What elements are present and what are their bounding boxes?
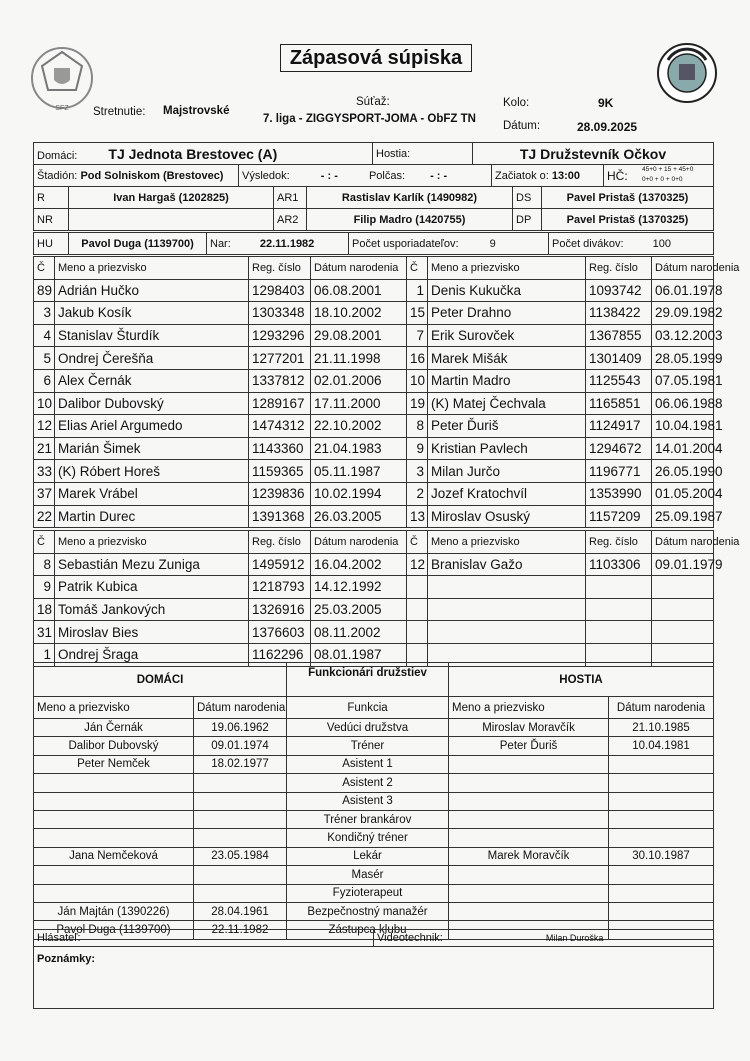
starters-table <box>33 256 740 528</box>
obfz-logo <box>656 42 718 104</box>
zaciatok-value: 13:00 <box>551 169 581 182</box>
delegate-ds: Pavel Pristaš (1370325) <box>542 187 714 209</box>
away-number <box>407 598 428 621</box>
zaciatok-label: Začiatok o: <box>495 169 549 182</box>
home-reg: 1239836 <box>249 482 311 505</box>
hostia-header: HOSTIA <box>449 663 714 697</box>
hc-label: HČ: <box>607 168 628 183</box>
usp-value: 9 <box>489 237 496 250</box>
functionaries-title: Funkcionári družstiev <box>287 663 449 697</box>
home-reg: 1326916 <box>249 598 311 621</box>
home-functionary-name <box>34 810 194 828</box>
col-c: Č <box>34 531 55 554</box>
sfz-logo <box>22 38 102 118</box>
dp-label: DP <box>513 209 542 231</box>
home-functionary-name: Ján Černák <box>34 719 194 737</box>
home-dob: 08.01.1987 <box>311 643 407 666</box>
away-functionary-name <box>449 866 609 884</box>
home-dob: 18.10.2002 <box>311 302 407 325</box>
away-dob: 10.04.1981 <box>652 415 714 438</box>
home-name: Ondrej Šraga <box>55 643 249 666</box>
away-number <box>407 576 428 599</box>
player-row <box>34 302 714 325</box>
away-functionary-dob <box>609 810 714 828</box>
home-dob: 29.08.2001 <box>311 324 407 347</box>
home-name: Sebastián Mezu Zuniga <box>55 553 249 576</box>
function-name: Tréner brankárov <box>287 810 449 828</box>
home-name: Ondrej Čerešňa <box>55 347 249 370</box>
player-row <box>34 621 714 644</box>
away-number: 1 <box>407 279 428 302</box>
video-label: Videotechnik: <box>377 932 443 944</box>
player-row <box>34 553 714 576</box>
stretnutie-value: Majstrovské <box>163 105 230 117</box>
away-name: Denis Kukučka <box>428 279 586 302</box>
col-name: Meno a priezvisko <box>428 257 586 280</box>
away-number: 2 <box>407 482 428 505</box>
delegate-dp: Pavel Pristaš (1370325) <box>542 209 714 231</box>
col-name: Meno a priezvisko <box>34 697 194 719</box>
fourth-referee <box>69 209 274 231</box>
away-dob: 26.05.1990 <box>652 460 714 483</box>
home-dob: 26.03.2005 <box>311 505 407 528</box>
nr-label: NR <box>34 209 69 231</box>
col-reg: Reg. číslo <box>249 531 311 554</box>
away-functionary-dob <box>609 866 714 884</box>
player-row <box>34 576 714 599</box>
away-number: 15 <box>407 302 428 325</box>
away-number: 10 <box>407 369 428 392</box>
home-reg: 1337812 <box>249 369 311 392</box>
away-reg: 1165851 <box>586 392 652 415</box>
player-row <box>34 505 714 528</box>
home-reg: 1391368 <box>249 505 311 528</box>
away-number: 7 <box>407 324 428 347</box>
functionaries-table <box>33 662 714 940</box>
stadion-value: Pod Solniskom (Brestovec) <box>80 169 224 182</box>
away-functionary-dob <box>609 755 714 773</box>
col-birth: Dátum narodenia <box>311 257 407 280</box>
away-dob: 06.06.1988 <box>652 392 714 415</box>
functionary-row <box>34 792 714 810</box>
away-number <box>407 621 428 644</box>
home-functionary-name: Pavol Duga (1139700) <box>34 921 194 939</box>
home-reg: 1474312 <box>249 415 311 438</box>
hostia-team: TJ Družstevník Očkov <box>473 143 714 165</box>
domaci-header: DOMÁCI <box>34 663 287 697</box>
substitutes-table <box>33 530 740 667</box>
away-name: Peter Drahno <box>428 302 586 325</box>
home-dob: 21.04.1983 <box>311 437 407 460</box>
home-functionary-name: Peter Nemček <box>34 755 194 773</box>
away-dob: 25.09.1987 <box>652 505 714 528</box>
home-reg: 1298403 <box>249 279 311 302</box>
home-name: Miroslav Bies <box>55 621 249 644</box>
home-functionary-dob <box>194 884 287 902</box>
player-row <box>34 324 714 347</box>
home-name: Jakub Kosík <box>55 302 249 325</box>
away-name: Miroslav Osuský <box>428 505 586 528</box>
away-name: Marek Mišák <box>428 347 586 370</box>
home-number: 5 <box>34 347 55 370</box>
home-number: 33 <box>34 460 55 483</box>
home-functionary-name: Ján Majtán (1390226) <box>34 902 194 920</box>
away-name: Peter Ďuriš <box>428 415 586 438</box>
home-functionary-name <box>34 866 194 884</box>
r-label: R <box>34 187 69 209</box>
col-reg: Reg. číslo <box>249 257 311 280</box>
away-reg: 1157209 <box>586 505 652 528</box>
hc-top: 45+0 + 15 + 45+0 <box>642 166 694 173</box>
datum-label: Dátum: <box>503 120 541 132</box>
footer-table <box>33 929 714 1009</box>
home-number: 3 <box>34 302 55 325</box>
ar2-label: AR2 <box>274 209 307 231</box>
col-birth: Dátum narodenia <box>652 531 714 554</box>
home-name: Martin Durec <box>55 505 249 528</box>
away-dob <box>652 621 714 644</box>
referee-table <box>33 186 714 231</box>
col-birth: Dátum narodenia <box>311 531 407 554</box>
polcas-value: - : - <box>430 169 448 182</box>
functionary-row <box>34 810 714 828</box>
svg-text:SFZ: SFZ <box>55 105 69 112</box>
away-number: 3 <box>407 460 428 483</box>
away-reg: 1124917 <box>586 415 652 438</box>
away-number: 19 <box>407 392 428 415</box>
home-dob: 08.11.2002 <box>311 621 407 644</box>
videotechnik-value: Milan Duroška <box>545 933 604 943</box>
hu-value: Pavol Duga (1139700) <box>69 233 207 255</box>
away-dob: 14.01.2004 <box>652 437 714 460</box>
home-reg: 1159365 <box>249 460 311 483</box>
col-birth: Dátum narodenia <box>194 697 287 719</box>
functionary-row <box>34 902 714 920</box>
home-name: Marián Šimek <box>55 437 249 460</box>
hc-bottom: 0+0 + 0 + 0+0 <box>642 176 683 183</box>
col-name: Meno a priezvisko <box>55 531 249 554</box>
home-number: 31 <box>34 621 55 644</box>
away-reg: 1367855 <box>586 324 652 347</box>
away-reg <box>586 576 652 599</box>
away-reg: 1138422 <box>586 302 652 325</box>
away-reg <box>586 598 652 621</box>
hostia-label: Hostia: <box>373 143 473 165</box>
functionary-row <box>34 755 714 773</box>
away-functionary-name: Marek Moravčík <box>449 847 609 865</box>
away-dob <box>652 576 714 599</box>
player-row <box>34 482 714 505</box>
player-row <box>34 279 714 302</box>
away-functionary-name: Peter Ďuriš <box>449 737 609 755</box>
functionary-row <box>34 847 714 865</box>
home-reg: 1289167 <box>249 392 311 415</box>
home-functionary-name <box>34 792 194 810</box>
away-name: (K) Matej Čechvala <box>428 392 586 415</box>
player-row <box>34 437 714 460</box>
functionary-row <box>34 884 714 902</box>
away-functionary-dob: 21.10.1985 <box>609 719 714 737</box>
home-name: Dalibor Dubovský <box>55 392 249 415</box>
away-functionary-dob: 30.10.1987 <box>609 847 714 865</box>
home-number: 6 <box>34 369 55 392</box>
col-name: Meno a priezvisko <box>449 697 609 719</box>
home-number: 22 <box>34 505 55 528</box>
home-dob: 14.12.1992 <box>311 576 407 599</box>
away-functionary-dob <box>609 792 714 810</box>
away-dob: 09.01.1979 <box>652 553 714 576</box>
col-reg: Reg. číslo <box>586 531 652 554</box>
hu-label: HU <box>34 233 69 255</box>
home-functionary-dob: 09.01.1974 <box>194 737 287 755</box>
home-functionary-name <box>34 774 194 792</box>
home-functionary-dob: 22.11.1982 <box>194 921 287 939</box>
hlasatel-label: Hlásateľ: <box>37 932 81 944</box>
away-functionary-name <box>449 829 609 847</box>
home-number: 89 <box>34 279 55 302</box>
home-name: Adrián Hučko <box>55 279 249 302</box>
home-functionary-dob <box>194 810 287 828</box>
stadion-label: Štadión: <box>37 169 78 182</box>
away-dob: 29.09.1982 <box>652 302 714 325</box>
player-row <box>34 598 714 621</box>
home-number: 4 <box>34 324 55 347</box>
player-row <box>34 415 714 438</box>
home-reg: 1162296 <box>249 643 311 666</box>
function-name: Vedúci družstva <box>287 719 449 737</box>
home-name: (K) Róbert Horeš <box>55 460 249 483</box>
usp-label: Počet usporiadateľov: <box>352 237 459 250</box>
page-title: Zápasová súpiska <box>280 44 472 72</box>
home-reg: 1218793 <box>249 576 311 599</box>
away-name: Erik Surovček <box>428 324 586 347</box>
away-dob <box>652 598 714 621</box>
away-name: Milan Jurčo <box>428 460 586 483</box>
away-name <box>428 576 586 599</box>
col-c: Č <box>34 257 55 280</box>
match-info-table <box>33 142 714 165</box>
assistant-referee-2: Filip Madro (1420755) <box>307 209 513 231</box>
away-name: Branislav Gažo <box>428 553 586 576</box>
functionary-row <box>34 719 714 737</box>
away-functionary-dob <box>609 829 714 847</box>
col-name: Meno a priezvisko <box>428 531 586 554</box>
sutaz-label: Súťaž: <box>356 96 390 108</box>
function-name: Kondičný tréner <box>287 829 449 847</box>
assistant-referee-1: Rastislav Karlík (1490982) <box>307 187 513 209</box>
home-name: Stanislav Šturdík <box>55 324 249 347</box>
kolo-label: Kolo: <box>503 97 530 109</box>
home-functionary-dob <box>194 774 287 792</box>
nar-value: 22.11.1982 <box>259 237 315 250</box>
home-number: 21 <box>34 437 55 460</box>
home-dob: 17.11.2000 <box>311 392 407 415</box>
away-functionary-name: Miroslav Moravčík <box>449 719 609 737</box>
home-name: Patrik Kubica <box>55 576 249 599</box>
function-name: Tréner <box>287 737 449 755</box>
away-functionary-name <box>449 755 609 773</box>
away-name: Martin Madro <box>428 369 586 392</box>
function-name: Asistent 2 <box>287 774 449 792</box>
away-number: 13 <box>407 505 428 528</box>
away-number: 16 <box>407 347 428 370</box>
vysledok-value: - : - <box>320 169 338 182</box>
away-functionary-name <box>449 902 609 920</box>
functionary-row <box>34 829 714 847</box>
away-name: Jozef Kratochvíl <box>428 482 586 505</box>
home-functionary-name: Jana Nemčeková <box>34 847 194 865</box>
kolo-value: 9K <box>598 96 614 110</box>
col-c: Č <box>407 531 428 554</box>
div-label: Počet divákov: <box>552 237 624 250</box>
home-number: 37 <box>34 482 55 505</box>
nar-label: Nar: <box>210 237 231 250</box>
home-functionary-dob <box>194 829 287 847</box>
away-name: Kristian Pavlech <box>428 437 586 460</box>
stretnutie-label: Stretnutie: <box>93 106 146 118</box>
home-number: 12 <box>34 415 55 438</box>
home-functionary-name <box>34 829 194 847</box>
away-functionary-name <box>449 810 609 828</box>
functionary-row <box>34 774 714 792</box>
home-number: 18 <box>34 598 55 621</box>
home-dob: 05.11.1987 <box>311 460 407 483</box>
home-dob: 22.10.2002 <box>311 415 407 438</box>
home-dob: 06.08.2001 <box>311 279 407 302</box>
home-reg: 1376603 <box>249 621 311 644</box>
away-name <box>428 621 586 644</box>
away-reg: 1103306 <box>586 553 652 576</box>
away-functionary-dob <box>609 902 714 920</box>
home-dob: 16.04.2002 <box>311 553 407 576</box>
home-number: 10 <box>34 392 55 415</box>
away-name <box>428 598 586 621</box>
away-dob: 03.12.2003 <box>652 324 714 347</box>
away-functionary-name <box>449 774 609 792</box>
away-dob: 28.05.1999 <box>652 347 714 370</box>
home-functionary-dob <box>194 792 287 810</box>
home-name: Tomáš Jankových <box>55 598 249 621</box>
player-row <box>34 392 714 415</box>
ar1-label: AR1 <box>274 187 307 209</box>
home-functionary-dob: 28.04.1961 <box>194 902 287 920</box>
home-functionary-name <box>34 884 194 902</box>
home-reg: 1293296 <box>249 324 311 347</box>
function-name: Lekár <box>287 847 449 865</box>
domaci-team: TJ Jednota Brestovec (A) <box>108 145 278 162</box>
home-name: Elias Ariel Argumedo <box>55 415 249 438</box>
home-name: Marek Vrábel <box>55 482 249 505</box>
away-reg: 1093742 <box>586 279 652 302</box>
away-dob: 07.05.1981 <box>652 369 714 392</box>
home-number: 9 <box>34 576 55 599</box>
col-birth: Dátum narodenia <box>609 697 714 719</box>
stadium-table <box>33 164 714 187</box>
player-row <box>34 347 714 370</box>
away-number: 12 <box>407 553 428 576</box>
home-reg: 1277201 <box>249 347 311 370</box>
home-dob: 10.02.1994 <box>311 482 407 505</box>
function-name: Bezpečnostný manažér <box>287 902 449 920</box>
domaci-label: Domáci: <box>37 149 78 162</box>
away-number: 8 <box>407 415 428 438</box>
function-name: Fyzioterapeut <box>287 884 449 902</box>
functionary-row <box>34 866 714 884</box>
ds-label: DS <box>513 187 542 209</box>
poznamky-label: Poznámky: <box>37 953 96 965</box>
away-dob: 06.01.1978 <box>652 279 714 302</box>
home-functionary-dob: 23.05.1984 <box>194 847 287 865</box>
home-reg: 1495912 <box>249 553 311 576</box>
home-functionary-dob: 19.06.1962 <box>194 719 287 737</box>
home-number: 1 <box>34 643 55 666</box>
vysledok-label: Výsledok: <box>242 169 290 182</box>
home-functionary-dob <box>194 866 287 884</box>
hu-table <box>33 232 714 255</box>
referee: Ivan Hargaš (1202825) <box>69 187 274 209</box>
col-name: Meno a priezvisko <box>55 257 249 280</box>
home-reg: 1143360 <box>249 437 311 460</box>
col-c: Č <box>407 257 428 280</box>
away-functionary-dob: 10.04.1981 <box>609 737 714 755</box>
home-reg: 1303348 <box>249 302 311 325</box>
away-dob: 01.05.2004 <box>652 482 714 505</box>
datum-value: 28.09.2025 <box>577 120 638 134</box>
away-functionary-name <box>449 792 609 810</box>
player-row <box>34 369 714 392</box>
home-dob: 02.01.2006 <box>311 369 407 392</box>
away-reg: 1353990 <box>586 482 652 505</box>
home-number: 8 <box>34 553 55 576</box>
home-dob: 21.11.1998 <box>311 347 407 370</box>
col-func: Funkcia <box>287 697 449 719</box>
away-reg: 1294672 <box>586 437 652 460</box>
functionary-row <box>34 737 714 755</box>
sutaz-value: 7. liga - ZIGGYSPORT-JOMA - ObFZ TN <box>263 113 476 125</box>
function-name: Asistent 1 <box>287 755 449 773</box>
away-functionary-dob <box>609 884 714 902</box>
function-name: Masér <box>287 866 449 884</box>
function-name: Zástupca klubu <box>287 921 449 939</box>
home-name: Alex Černák <box>55 369 249 392</box>
home-functionary-dob: 18.02.1977 <box>194 755 287 773</box>
away-reg: 1196771 <box>586 460 652 483</box>
col-birth: Dátum narodenia <box>652 257 714 280</box>
away-number: 9 <box>407 437 428 460</box>
function-name: Asistent 3 <box>287 792 449 810</box>
div-value: 100 <box>652 237 671 250</box>
polcas-label: Polčas: <box>368 169 406 182</box>
away-reg: 1125543 <box>586 369 652 392</box>
player-row <box>34 460 714 483</box>
away-reg <box>586 621 652 644</box>
away-functionary-name <box>449 884 609 902</box>
col-reg: Reg. číslo <box>586 257 652 280</box>
away-functionary-dob <box>609 774 714 792</box>
home-dob: 25.03.2005 <box>311 598 407 621</box>
home-functionary-name: Dalibor Dubovský <box>34 737 194 755</box>
away-reg: 1301409 <box>586 347 652 370</box>
